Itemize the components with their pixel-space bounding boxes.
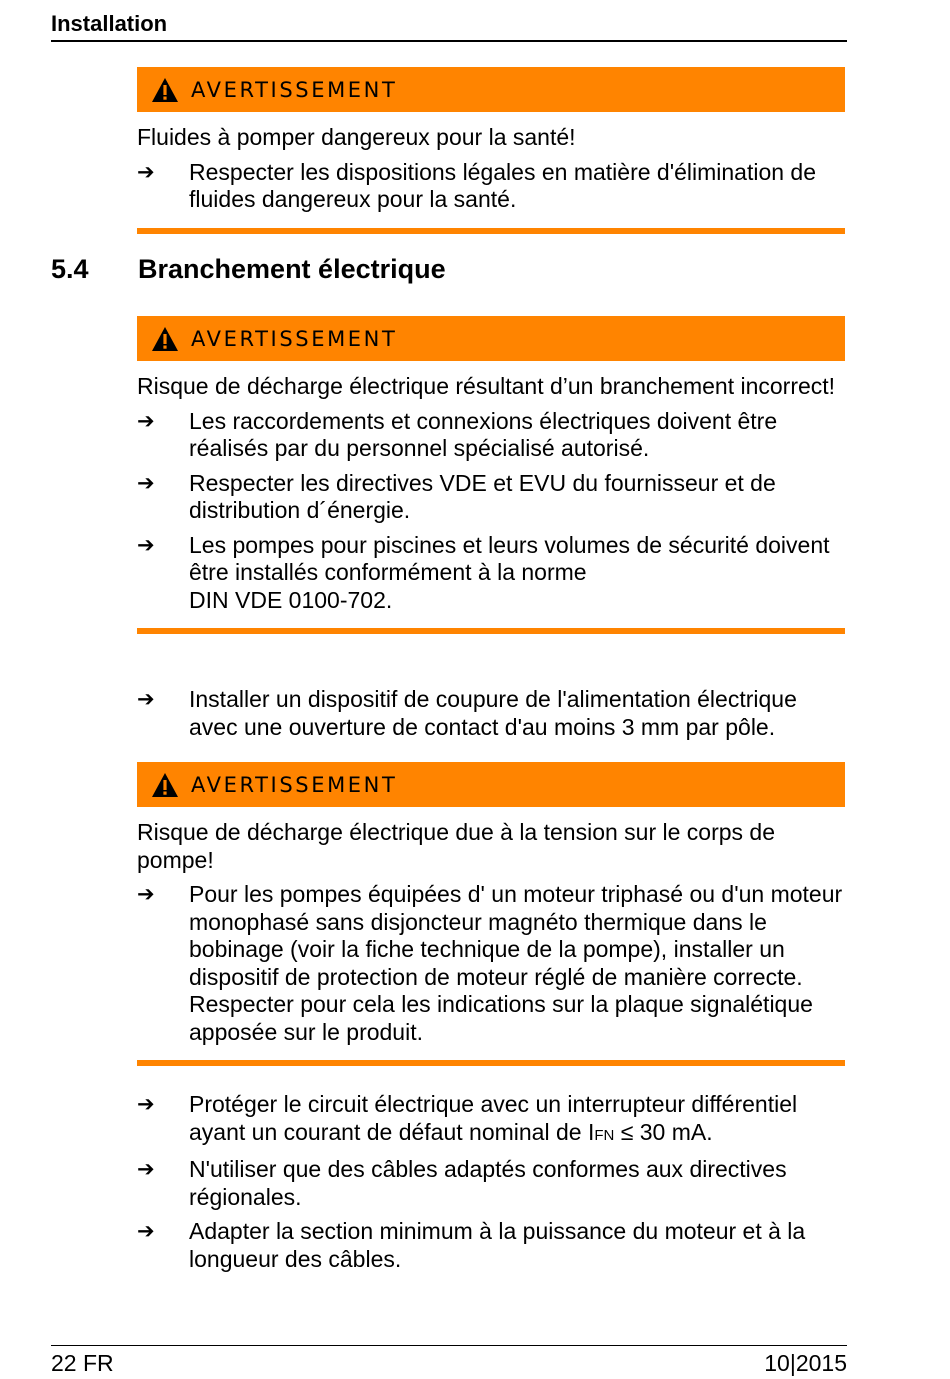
warning-triangle-icon	[151, 77, 179, 103]
list-item: ➔ Adapter la section minimum à la puissance du moteur et à la longueur des câbles.	[137, 1218, 806, 1272]
warning-triangle-icon	[151, 772, 179, 798]
arrow-right-icon: ➔	[137, 1219, 155, 1243]
list-item: ➔ Respecter les dispositions légales en matière d'élimination de fluides dangereux pour la santé.	[137, 158, 817, 212]
list-item: ➔ Protéger le circuit électrique avec un interrupteur différentiel ayant un courant de défaut nominal de IFN ≤ 30 mA.	[137, 1091, 845, 1149]
instruction-list	[137, 1091, 845, 1273]
warning-intro: Risque de décharge électrique résultant d’un branchement incorrect!	[137, 373, 836, 399]
list-item: ➔ Les raccordements et connexions électriques doivent être réalisés par du personnel spécialisé autorisé.	[137, 407, 778, 461]
header-title: Installation	[51, 11, 168, 36]
warning-end-rule	[137, 228, 845, 234]
warning-triangle-icon	[151, 326, 179, 352]
warning-label: AVERTISSEMENT	[191, 77, 398, 102]
warning-label: AVERTISSEMENT	[191, 326, 398, 351]
arrow-right-icon: ➔	[137, 687, 155, 711]
list-item: ➔ Respecter les directives VDE et EVU du fournisseur et de distribution d´énergie.	[137, 469, 776, 523]
warning-end-rule	[137, 1060, 845, 1066]
arrow-right-icon: ➔	[137, 470, 155, 495]
section-heading	[51, 252, 446, 286]
warning-intro: Fluides à pomper dangereux pour la santé!	[137, 124, 576, 150]
arrow-right-icon: ➔	[137, 882, 155, 906]
warning-end-rule	[137, 628, 845, 634]
arrow-right-icon: ➔	[137, 159, 155, 184]
arrow-right-icon: ➔	[137, 408, 155, 433]
warning-block-1	[137, 67, 845, 234]
instruction-list	[137, 686, 845, 741]
section-number: 5.4	[51, 254, 89, 284]
arrow-right-icon: ➔	[137, 1157, 155, 1181]
section-title: Branchement électrique	[138, 254, 446, 284]
page-number: 22 FR	[51, 1350, 114, 1376]
warning-block-3	[137, 762, 845, 1066]
list-item: ➔ Installer un dispositif de coupure de l'alimentation électrique avec une ouverture de contact d'au moins 3 mm par pôle.	[137, 686, 797, 740]
warning-intro: Risque de décharge électrique due à la tension sur le corps de pompe!	[137, 819, 776, 873]
list-item: ➔ Les pompes pour piscines et leurs volumes de sécurité doivent être installés conformément à la norme DIN VDE 0100-702.	[137, 531, 830, 613]
warning-banner	[137, 762, 845, 807]
page-header	[51, 10, 847, 42]
arrow-right-icon: ➔	[137, 1092, 155, 1116]
warning-block-2	[137, 316, 845, 634]
warning-label: AVERTISSEMENT	[191, 772, 398, 797]
list-item: ➔ Pour les pompes équipées d' un moteur triphasé ou d'un moteur monophasé sans disjoncteur magnéto thermique dans le bobinage (voir la fiche technique de la pompe), installer un dispositif de protection de moteur réglé de manière correcte. Respecter pour cela les indications sur la plaque signalétique apposée sur le produit.	[137, 881, 843, 1045]
page-footer	[51, 1345, 847, 1376]
arrow-right-icon: ➔	[137, 532, 155, 557]
list-item: ➔ N'utiliser que des câbles adaptés conformes aux directives régionales.	[137, 1156, 787, 1210]
document-date: 10|2015	[764, 1350, 847, 1376]
warning-banner	[137, 316, 845, 361]
warning-banner	[137, 67, 845, 112]
